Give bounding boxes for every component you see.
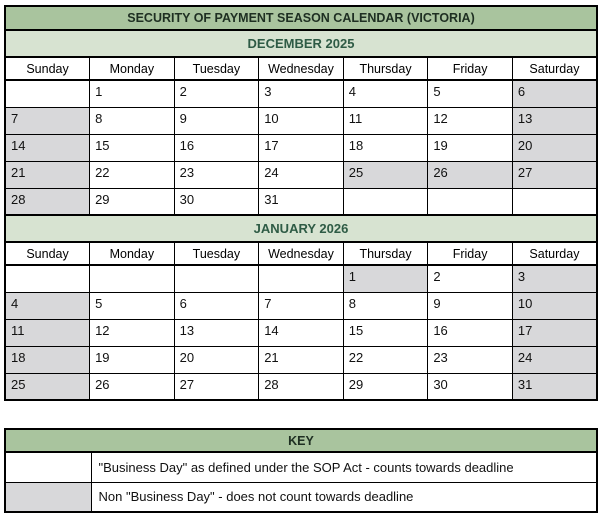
calendar-week-row <box>5 161 597 188</box>
key-swatch-business <box>5 452 91 482</box>
date-cell: 11 <box>343 107 428 134</box>
date-cell: 13 <box>512 107 597 134</box>
date-cell: 31 <box>259 188 344 215</box>
calendar-week-row <box>5 319 597 346</box>
date-cell <box>259 265 344 292</box>
day-header-friday: Friday <box>428 242 513 265</box>
day-header-saturday: Saturday <box>512 242 597 265</box>
date-cell: 11 <box>5 319 90 346</box>
calendar-week-row <box>5 107 597 134</box>
date-cell: 3 <box>512 265 597 292</box>
date-cell: 16 <box>428 319 513 346</box>
calendar-week-row <box>5 80 597 107</box>
day-header-friday: Friday <box>428 57 513 80</box>
date-cell: 19 <box>428 134 513 161</box>
date-cell: 9 <box>428 292 513 319</box>
date-cell: 24 <box>259 161 344 188</box>
calendar-week-row <box>5 188 597 215</box>
date-cell: 17 <box>512 319 597 346</box>
date-cell: 18 <box>5 346 90 373</box>
date-cell <box>428 188 513 215</box>
date-cell: 5 <box>428 80 513 107</box>
date-cell: 7 <box>5 107 90 134</box>
date-cell: 21 <box>5 161 90 188</box>
date-cell: 1 <box>343 265 428 292</box>
date-cell: 5 <box>90 292 175 319</box>
date-cell: 24 <box>512 346 597 373</box>
date-cell: 12 <box>90 319 175 346</box>
date-cell: 27 <box>512 161 597 188</box>
calendar-week-row <box>5 373 597 400</box>
month-header: JANUARY 2026 <box>5 215 597 242</box>
date-cell: 2 <box>428 265 513 292</box>
date-cell <box>5 265 90 292</box>
calendar-week-row <box>5 134 597 161</box>
date-cell: 23 <box>428 346 513 373</box>
date-cell: 14 <box>5 134 90 161</box>
date-cell <box>343 188 428 215</box>
date-cell: 6 <box>512 80 597 107</box>
day-header-row <box>5 242 597 265</box>
date-cell: 12 <box>428 107 513 134</box>
date-cell: 8 <box>90 107 175 134</box>
day-header-wednesday: Wednesday <box>259 242 344 265</box>
month-header: DECEMBER 2025 <box>5 30 597 57</box>
key-title-row <box>5 429 597 452</box>
day-header-tuesday: Tuesday <box>174 57 259 80</box>
date-cell: 23 <box>174 161 259 188</box>
date-cell: 15 <box>343 319 428 346</box>
date-cell: 30 <box>428 373 513 400</box>
month-header-row <box>5 215 597 242</box>
day-header-thursday: Thursday <box>343 242 428 265</box>
date-cell: 31 <box>512 373 597 400</box>
date-cell: 1 <box>90 80 175 107</box>
calendar-week-row <box>5 265 597 292</box>
date-cell: 26 <box>90 373 175 400</box>
date-cell: 4 <box>343 80 428 107</box>
day-header-wednesday: Wednesday <box>259 57 344 80</box>
date-cell <box>512 188 597 215</box>
date-cell: 29 <box>343 373 428 400</box>
date-cell: 30 <box>174 188 259 215</box>
date-cell: 29 <box>90 188 175 215</box>
day-header-sunday: Sunday <box>5 242 90 265</box>
date-cell: 9 <box>174 107 259 134</box>
date-cell: 4 <box>5 292 90 319</box>
day-header-tuesday: Tuesday <box>174 242 259 265</box>
date-cell: 18 <box>343 134 428 161</box>
day-header-saturday: Saturday <box>512 57 597 80</box>
date-cell: 28 <box>259 373 344 400</box>
key-row <box>5 452 597 482</box>
date-cell <box>90 265 175 292</box>
month-header-row <box>5 30 597 57</box>
date-cell <box>174 265 259 292</box>
date-cell: 17 <box>259 134 344 161</box>
calendar-title: SECURITY OF PAYMENT SEASON CALENDAR (VICTORIA) <box>5 6 597 30</box>
date-cell: 20 <box>174 346 259 373</box>
calendar-table <box>4 5 598 401</box>
date-cell: 10 <box>512 292 597 319</box>
key-label: "Business Day" as defined under the SOP Act - counts towards deadline <box>91 452 597 482</box>
calendar-week-row <box>5 346 597 373</box>
day-header-row <box>5 57 597 80</box>
date-cell: 8 <box>343 292 428 319</box>
date-cell: 16 <box>174 134 259 161</box>
calendar-title-row <box>5 6 597 30</box>
date-cell: 7 <box>259 292 344 319</box>
date-cell: 22 <box>90 161 175 188</box>
key-row <box>5 482 597 512</box>
date-cell <box>5 80 90 107</box>
date-cell: 15 <box>90 134 175 161</box>
date-cell: 10 <box>259 107 344 134</box>
calendar-week-row <box>5 292 597 319</box>
date-cell: 22 <box>343 346 428 373</box>
date-cell: 6 <box>174 292 259 319</box>
date-cell: 28 <box>5 188 90 215</box>
date-cell: 2 <box>174 80 259 107</box>
day-header-monday: Monday <box>90 242 175 265</box>
key-title: KEY <box>5 429 597 452</box>
date-cell: 21 <box>259 346 344 373</box>
date-cell: 13 <box>174 319 259 346</box>
date-cell: 20 <box>512 134 597 161</box>
date-cell: 19 <box>90 346 175 373</box>
key-swatch-non_business <box>5 482 91 512</box>
key-label: Non "Business Day" - does not count towards deadline <box>91 482 597 512</box>
day-header-thursday: Thursday <box>343 57 428 80</box>
key-table <box>4 428 598 513</box>
day-header-monday: Monday <box>90 57 175 80</box>
date-cell: 27 <box>174 373 259 400</box>
date-cell: 3 <box>259 80 344 107</box>
day-header-sunday: Sunday <box>5 57 90 80</box>
date-cell: 26 <box>428 161 513 188</box>
date-cell: 14 <box>259 319 344 346</box>
date-cell: 25 <box>5 373 90 400</box>
date-cell: 25 <box>343 161 428 188</box>
